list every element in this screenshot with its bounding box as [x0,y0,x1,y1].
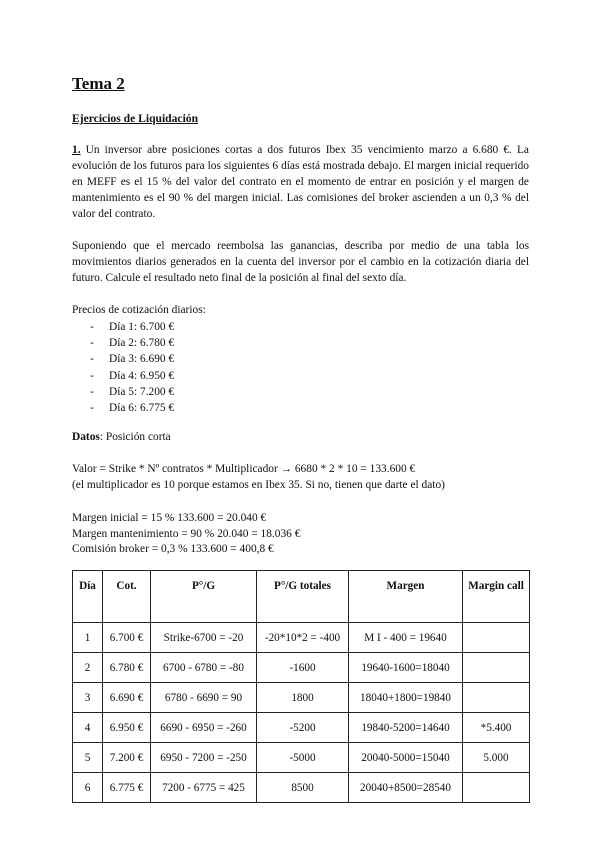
header-dia: Día [73,571,103,623]
table-cell: 5 [73,743,103,773]
bullet-dash: - [90,321,94,333]
broker-commission: Comisión broker = 0,3 % 133.600 = 400,8 € [72,543,274,555]
table-cell [463,683,530,713]
price-day-2: Día 2: 6.780 € [109,337,175,350]
table-cell [463,623,530,653]
table-cell [463,653,530,683]
prices-list [72,319,174,416]
table-cell: 6.775 € [103,773,151,803]
bullet-dash: - [90,353,94,366]
table-row [73,773,530,803]
list-item [72,400,174,416]
price-day-5: Día 5: 7.200 € [109,385,175,398]
datos-text: : Posición corta [99,431,171,443]
header-margin-call: Margin call [463,571,530,623]
table-row [73,743,530,773]
table-row [73,623,530,653]
exercise-paragraph-1: Un inversor abre posiciones cortas a dos futuros Ibex 35 vencimiento marzo a 6.680 €. La evolución de los futuros para los siguientes 6 días está mostrada debajo. El margen inicial requerido en MEFF es el 15 % del valor del contrato en el momento de entrar en posición y el margen de mantenimiento es el 90 % del margen inicial. Las comisiones del broker ascienden a un 0,3 % del valor del contrato. [72,144,529,220]
price-day-1: Día 1: 6.700 € [109,321,175,333]
table-cell: 19840-5200=14640 [349,713,463,743]
table-cell: Strike-6700 = -20 [151,623,257,653]
table-cell: 6 [73,773,103,803]
table-cell: 5.000 [463,743,530,773]
table-cell: 6950 - 7200 = -250 [151,743,257,773]
table-cell: 18040+1800=19840 [349,683,463,713]
maintenance-margin: Margen mantenimiento = 90 % 20.040 = 18.036 € [72,528,301,540]
bullet-dash: - [90,337,94,350]
exercise-paragraph-2: Suponiendo que el mercado reembolsa las ganancias, describa por medio de una tabla los movimientos diarios generados en la cuenta del inversor por el cambio en la cotización diaria del futuro. Calcule el resultado neto final de la posición al final del sexto día. [72,240,529,284]
table-cell: 8500 [257,773,349,803]
page-title: Tema 2 [72,74,125,93]
list-item [72,351,174,367]
table-cell: -5000 [257,743,349,773]
valor-formula: Valor = Strike * Nº contratos * Multiplicador → 6680 * 2 * 10 = 133.600 € [72,463,416,475]
table-cell: -20*10*2 = -400 [257,623,349,653]
table-cell: 7200 - 6775 = 425 [151,773,257,803]
table-cell: 6700 - 6780 = -80 [151,653,257,683]
header-cot: Cot. [103,571,151,623]
datos-label: Datos [72,431,100,443]
table-row [73,683,530,713]
exercise-statement [72,143,529,223]
list-item [72,384,174,400]
table-cell: 6.690 € [103,683,151,713]
prices-heading: Precios de cotización diarios: [72,304,206,316]
table-header-row [73,571,530,623]
bullet-dash: - [90,401,94,414]
exercise-number: 1. [72,144,81,156]
table-row [73,713,530,743]
price-day-3: Día 3: 6.690 € [109,353,175,366]
table-cell: -1600 [257,653,349,683]
header-margen: Margen [349,571,463,623]
table-cell: 4 [73,713,103,743]
table-cell: 6.780 € [103,653,151,683]
header-pg-totales: P°/G totales [257,571,349,623]
table-cell: 20040+8500=28540 [349,773,463,803]
table-cell: 7.200 € [103,743,151,773]
table-cell: M I - 400 = 19640 [349,623,463,653]
bullet-dash: - [90,385,94,398]
list-item [72,368,174,384]
table-cell: 19640-1600=18040 [349,653,463,683]
section-subtitle: Ejercicios de Liquidación [72,112,199,125]
table-cell: 2 [73,653,103,683]
table-cell: -5200 [257,713,349,743]
table-cell: 1800 [257,683,349,713]
header-pg: P°/G [151,571,257,623]
datos-line [72,431,171,443]
list-item [72,319,174,335]
multiplier-note: (el multiplicador es 10 porque estamos en Ibex 35. Si no, tienen que darte el dato) [72,479,445,491]
bullet-dash: - [90,369,94,382]
table-cell: 6690 - 6950 = -260 [151,713,257,743]
price-day-4: Día 4: 6.950 € [109,369,175,382]
table-cell [463,773,530,803]
initial-margin: Margen inicial = 15 % 133.600 = 20.040 € [72,512,267,524]
list-item [72,335,174,351]
table-cell: 20040-5000=15040 [349,743,463,773]
table-cell: 6780 - 6690 = 90 [151,683,257,713]
table-cell: 6.950 € [103,713,151,743]
settlement-table [72,570,530,803]
price-day-6: Día 6: 6.775 € [109,401,175,414]
table-row [73,653,530,683]
table-cell: 6.700 € [103,623,151,653]
table-cell: 3 [73,683,103,713]
table-cell: *5.400 [463,713,530,743]
table-cell: 1 [73,623,103,653]
